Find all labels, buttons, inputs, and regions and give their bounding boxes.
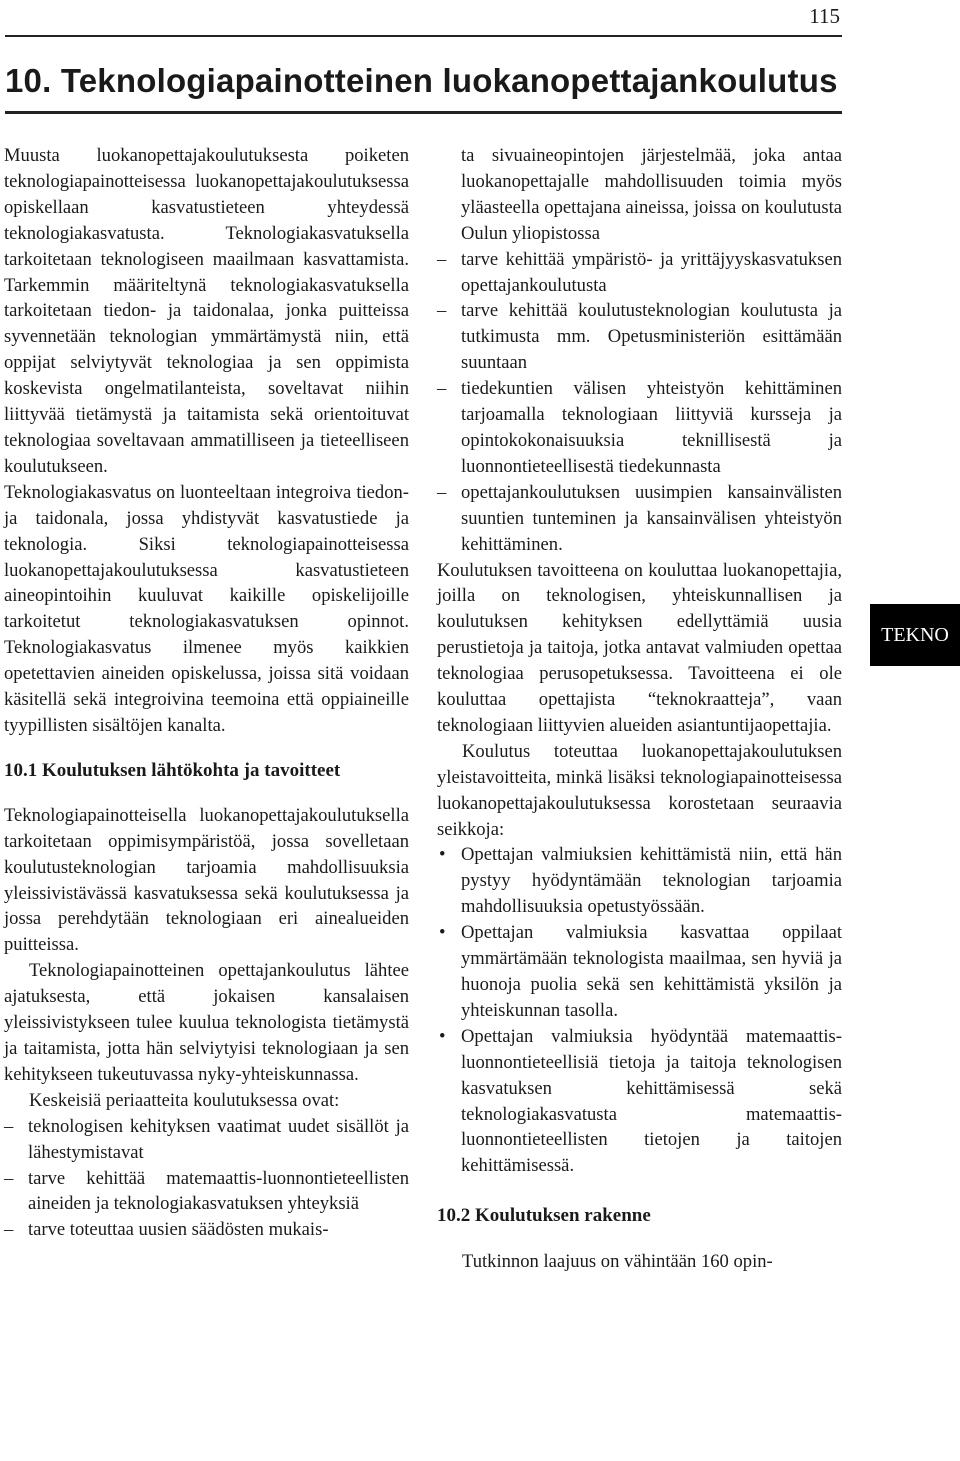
- dash-marker: –: [437, 248, 447, 270]
- header-rule-bottom: [5, 111, 842, 114]
- bullet-marker: •: [439, 922, 446, 944]
- list-item-text: ta sivuaineopintojen järjestelmää, joka antaa luokanopettajalle mahdollisuuden toimia myös yläasteella opettajana aineissa, joissa on koulutusta Oulun yliopistossa: [461, 145, 842, 244]
- list-item: [437, 480, 842, 558]
- emphasis-intro: Koulutus toteuttaa luokanopettajakoulutuksen yleistavoitteita, minkä lisäksi teknologiapainotteisessa luokanopettajakoulutuksessa korostetaan seuraavia seikkoja:: [437, 740, 842, 840]
- list-item: [437, 298, 842, 376]
- list-item: [437, 842, 842, 920]
- premise-paragraph: Teknologiapainotteinen opettajankoulutus lähtee ajatuksesta, että jokaisen kansalaisen yleissivistykseen tulee kuulua teknologista tietämystä ja taitamista, jotta hän selviytyisi teknologiaan ja sen kehitykseen tukeutuvassa nyky-yhteiskunnassa.: [4, 960, 409, 1085]
- bullet-marker: •: [439, 1025, 446, 1047]
- dash-marker: –: [4, 1167, 14, 1189]
- list-item: [4, 1166, 409, 1218]
- list-item-text: tarve toteuttaa uusien säädösten mukais-: [28, 1219, 329, 1241]
- emphasis-list: [437, 842, 842, 1179]
- list-item: [4, 1217, 409, 1243]
- dash-marker: –: [437, 300, 447, 322]
- section-heading-10-2: 10.2 Koulutuksen rakenne: [437, 1205, 651, 1227]
- dash-marker: –: [4, 1219, 14, 1241]
- list-item-text: Opettajan valmiuksia kasvattaa oppilaat ymmärtämään teknologista maailmaa, sen hyviä ja huonoja puolia sekä sen kehittämistä yksilön ja yhteiskunnan tasolla.: [461, 922, 842, 1021]
- definition-paragraph: Teknologiapainotteisella luokanopettajakoulutuksella tarkoitetaan oppimisympäristöä, jossa sovelletaan koulutusteknologian tarjoamia mahdollisuuksia yleissivistävässä kasvatuksessa sekä koulutuksessa ja jossa perehdytään teknologiaan eri ainealueiden puitteissa.: [4, 804, 409, 956]
- principles-list: [4, 1114, 409, 1244]
- list-item-text: Opettajan valmiuksia hyödyntää matemaattis-luonnontieteellisiä tietoja ja taitoja teknologisen kasvatuksen kehittämisessä sekä teknologiakasvatusta matemaattis-luonnontieteellisten tietojen ja taitojen kehittämisessä.: [461, 1025, 842, 1177]
- dash-marker: –: [437, 378, 447, 400]
- intro-paragraph: Muusta luokanopettajakoulutuksesta poiketen teknologiapainotteisessa luokanopettajakoulutuksessa opiskellaan kasvatustieteen yhteydessä teknologiakasvatusta. Teknologiakasvatuksella tarkoitetaan teknologiseen maailmaan kasvattamista. Tarkemmin määriteltynä teknologiakasvatuksella tarkoitetaan tiedon- ja taidonalaa, jonka puitteissa syvennetään teknologian ymmärtämystä niin, että oppijat selviytyvät teknologiaa ja sen oppimista koskevista ongelmatilanteista, soveltavat niihin liittyvää tietämystä ja taitamista sekä orientoituvat teknologiaa soveltavaan ammatilliseen ja tieteelliseen koulutukseen.: [4, 145, 409, 477]
- list-item-text: opettajankoulutuksen uusimpien kansainvälisten suuntien tunteminen ja kansainvälisen yhteistyön kehittäminen.: [461, 481, 842, 555]
- chapter-title: 10. Teknologiapainotteinen luokanopettajankoulutus: [5, 62, 838, 99]
- list-item: [4, 1114, 409, 1166]
- list-item-continuation: [437, 143, 842, 247]
- side-tab-label: TEKNO: [870, 604, 960, 666]
- list-item: [437, 376, 842, 480]
- left-column: [4, 143, 409, 1243]
- page-number: 115: [809, 4, 840, 28]
- principles-intro: Keskeisiä periaatteita koulutuksessa ovat:: [29, 1089, 340, 1111]
- list-item: [437, 247, 842, 299]
- structure-paragraph: Tutkinnon laajuus on vähintään 160 opin-: [462, 1251, 773, 1273]
- header-rule-top: [5, 35, 842, 37]
- dash-marker: –: [437, 481, 447, 503]
- list-item: [437, 1024, 842, 1179]
- dash-marker: –: [4, 1115, 14, 1137]
- right-column: [437, 143, 842, 1275]
- list-item-text: tarve kehittää matemaattis-luonnontieteellisten aineiden ja teknologiakasvatuksen yhteyksiä: [28, 1167, 409, 1215]
- integration-paragraph: Teknologiakasvatus on luonteeltaan integroiva tiedon- ja taidonala, jossa yhdistyvät kasvatustiede ja teknologia. Siksi teknologiapainotteisessa luokanopettajakoulutuksessa kasvatustieteen aineopintoihin kuuluvat kaikille opiskelijoille tarkoitetut teknologiakasvatuksen opinnot. Teknologiakasvatus ilmenee myös kaikkien opetettavien aineiden opiskelussa, joissa sitä voidaan käsitellä sekä integroivina teemoina että oppiaineille tyypillisten sisältöjen kanalta.: [4, 481, 409, 736]
- goal-paragraph: Koulutuksen tavoitteena on kouluttaa luokanopettajia, joilla on teknologisen, yhteiskunnallisen ja koulutuksen kehityksen edellyttämiä uusia perustietoja ja taitoja, jotka antavat valmiuden opettaa teknologiaa perusopetuksessa. Tavoitteena ei ole kouluttaa opettajista “teknokraatteja”, vaan teknologiaan liittyvien alueiden asiantuntijaopettajia.: [437, 559, 842, 736]
- section-heading-10-1: 10.1 Koulutuksen lähtökohta ja tavoitteet: [4, 759, 341, 781]
- list-item-text: tarve kehittää ympäristö- ja yrittäjyyskasvatuksen opettajankoulutusta: [461, 248, 842, 296]
- list-item-text: tiedekuntien välisen yhteistyön kehittäminen tarjoamalla teknologiaan liittyviä kursseja ja opintokokonaisuuksia teknillisestä ja luonnontieteellisestä tiedekunnasta: [461, 378, 842, 477]
- principles-list-continued: [437, 143, 842, 558]
- list-item: [437, 920, 842, 1024]
- list-item-text: Opettajan valmiuksien kehittämistä niin, että hän pystyy hyödyntämään teknologian tarjoamia mahdollisuuksia opetustyössään.: [461, 844, 842, 918]
- list-item-text: tarve kehittää koulutusteknologian koulutusta ja tutkimusta mm. Opetusministeriön esittämään suuntaan: [461, 300, 842, 374]
- list-item-text: teknologisen kehityksen vaatimat uudet sisällöt ja lähestymistavat: [28, 1115, 409, 1163]
- bullet-marker: •: [439, 844, 446, 866]
